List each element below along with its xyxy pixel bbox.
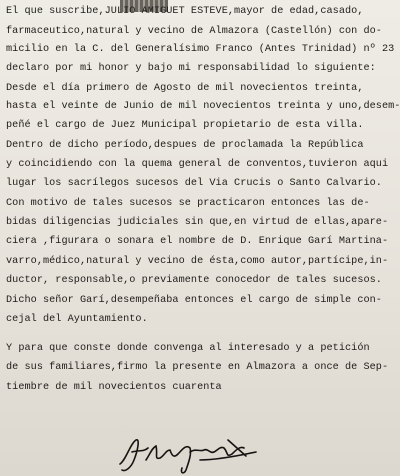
- document-line: cejal del Ayuntamiento.: [6, 314, 148, 325]
- document-line: farmaceutico,natural y vecino de Almazora (Castellón) con do-: [6, 26, 382, 37]
- document-line: bidas diligencias judiciales sin que,en virtud de ellas,apare-: [6, 217, 389, 228]
- document-line: Dicho señor Garí,desempeñaba entonces el cargo de simple con-: [6, 295, 382, 306]
- document-line: Con motivo de tales sucesos se practicaron entonces las de-: [6, 198, 370, 209]
- document-line: y coincidiendo con la quema general de conventos,tuvieron aqui: [6, 159, 389, 170]
- document-line: ductor, responsable,o previamente conocedor de tales sucesos.: [6, 275, 382, 286]
- document-line: peñé el cargo de Juez Municipal propietario de esta villa.: [6, 120, 364, 131]
- document-line: de sus familiares,firmo la presente en Almazora a once de Sep-: [6, 362, 389, 373]
- document-line: hasta el veinte de Junio de mil novecientos treinta y uno,desem-: [6, 101, 400, 112]
- document-line: El que suscribe,JULIO AMIGUET ESTEVE,mayor de edad,casado,: [6, 6, 364, 17]
- document-line: Dentro de dicho período,despues de proclamada la República: [6, 140, 364, 151]
- handwritten-signature: [116, 430, 266, 476]
- document-line: lugar los sacrílegos sucesos del Via Crucis o Santo Calvario.: [6, 178, 382, 189]
- document-line: tiembre de mil novecientos cuarenta: [6, 382, 222, 393]
- document-line: varro,médico,natural y vecino de ésta,como autor,partícipe,in-: [6, 256, 389, 267]
- document-line: ciera ,figurara o sonara el nombre de D. Enrique Garí Martina-: [6, 236, 389, 247]
- document-line: Desde el día primero de Agosto de mil novecientos treinta,: [6, 83, 364, 94]
- document-line: micilio en la C. del Generalísimo Franco (Antes Trinidad) nº 23: [6, 44, 395, 55]
- document-line: declaro por mi honor y bajo mi responsabilidad lo siguiente:: [6, 63, 376, 74]
- document-line: Y para que conste donde convenga al interesado y a petición: [6, 343, 370, 354]
